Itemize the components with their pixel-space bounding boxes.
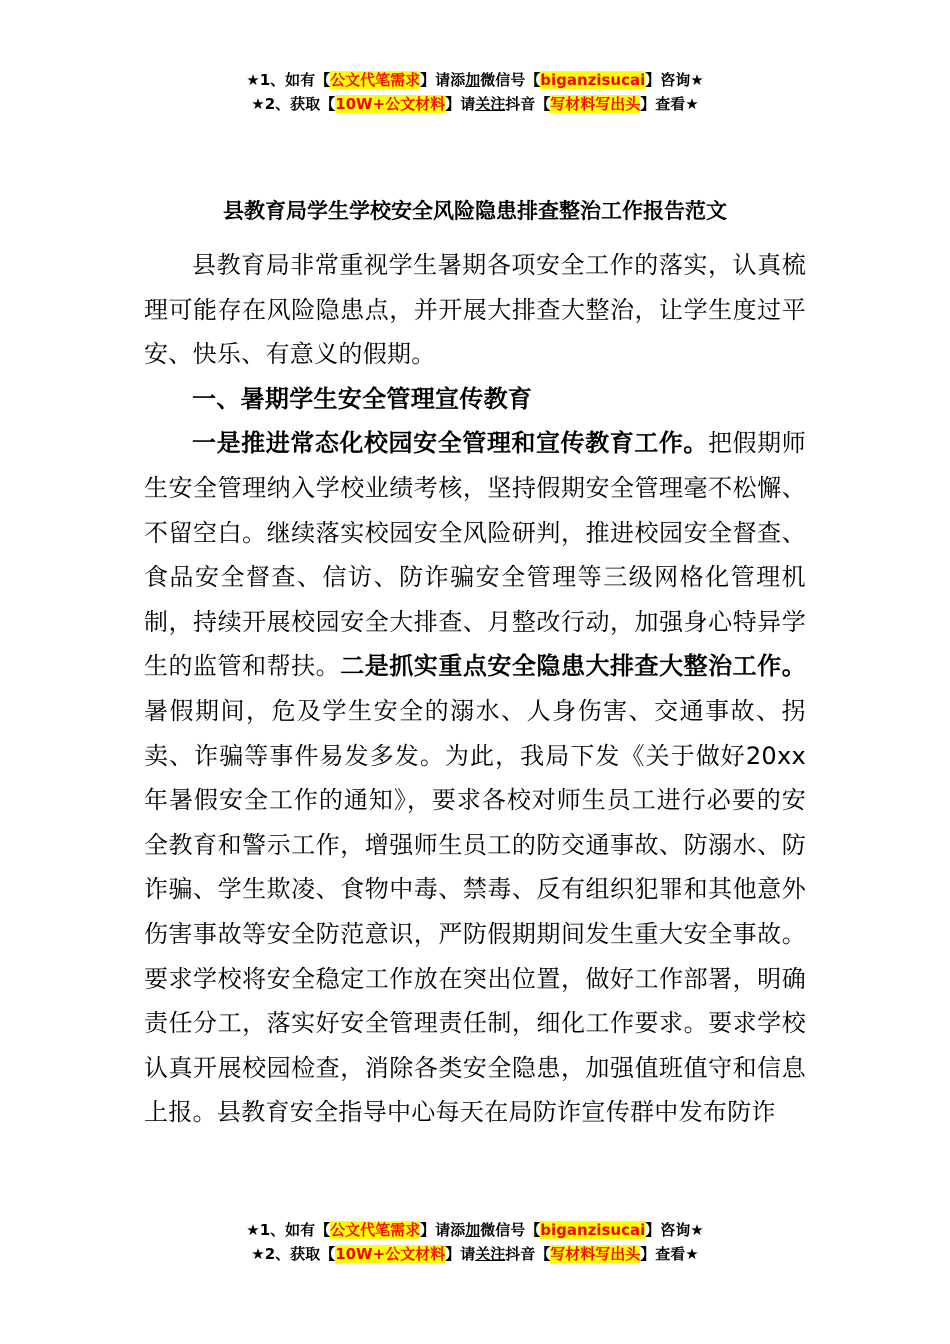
- highlight-materials: 10W+公文材料: [335, 95, 446, 113]
- document-body: [144, 243, 806, 1135]
- banner-line-2: ★2、获取【10W+公文材料】请关注抖音【写材料写出头】查看★: [251, 95, 699, 113]
- para2-lead: 二是抓实重点安全隐患大排查大整治工作。: [340, 652, 806, 681]
- highlight-materials: 10W+公文材料: [335, 1245, 446, 1263]
- footer-banner: [0, 1218, 950, 1266]
- banner-line-1: ★1、如有【公文代笔需求】请添加微信号【biganzisucai】咨询★: [246, 1221, 704, 1239]
- document-title: 县教育局学生学校安全风险隐患排查整治工作报告范文: [223, 199, 727, 223]
- highlight-wechat-id: biganzisucai: [540, 71, 646, 89]
- header-banner: [0, 68, 950, 116]
- highlight-douyin: 写材料写出头: [550, 1245, 641, 1263]
- banner-line-2: ★2、获取【10W+公文材料】请关注抖音【写材料写出头】查看★: [251, 1245, 699, 1263]
- banner-line-1: ★1、如有【公文代笔需求】请添加微信号【biganzisucai】咨询★: [246, 71, 704, 89]
- section-heading: 一、暑期学生安全管理宣传教育: [192, 384, 533, 413]
- highlight-wechat-id: biganzisucai: [540, 1221, 646, 1239]
- para1-lead: 一是推进常态化校园安全管理和宣传教育工作。: [192, 429, 708, 458]
- highlight-ghostwriting: 公文代笔需求: [330, 71, 421, 89]
- para1-body: 把假期师生安全管理纳入学校业绩考核，坚持假期安全管理毫不松懈、不留空白。继续落实校园安全风险研判，推进校园安全督查、食品安全督查、信访、防诈骗安全管理等三级网格化管理机制，持续开展校园安全大排查、月整改行动，加强身心特异学生的监管和帮扶。: [144, 429, 806, 681]
- para2-body: 暑假期间，危及学生安全的溺水、人身伤害、交通事故、拐卖、诈骗等事件易发多发。为此，我局下发《关于做好20xx年暑假安全工作的通知》，要求各校对师生员工进行必要的安全教育和警示工作，增强师生员工的防交通事故、防溺水、防诈骗、学生欺凌、食物中毒、禁毒、反有组织犯罪和其他意外伤害事故等安全防范意识，严防假期期间发生重大安全事故。要求学校将安全稳定工作放在突出位置，做好工作部署，明确责任分工，落实好安全管理责任制，细化工作要求。要求学校认真开展校园检查，消除各类安全隐患，加强值班值守和信息上报。县教育安全指导中心每天在局防诈宣传群中发布防诈: [144, 696, 806, 1127]
- body-paragraph: [144, 421, 806, 1135]
- intro-paragraph: 县教育局非常重视学生暑期各项安全工作的落实，认真梳理可能存在风险隐患点，并开展大排查大整治，让学生度过平安、快乐、有意义的假期。: [144, 251, 806, 369]
- highlight-douyin: 写材料写出头: [550, 95, 641, 113]
- highlight-ghostwriting: 公文代笔需求: [330, 1221, 421, 1239]
